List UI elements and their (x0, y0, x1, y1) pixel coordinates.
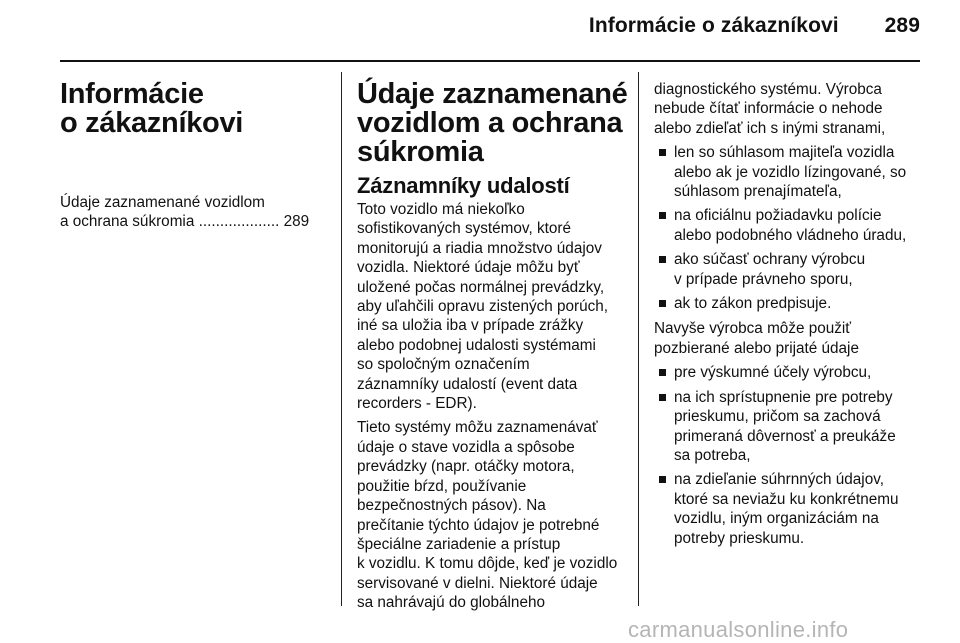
list-item (654, 143, 929, 201)
text-line: servisované v dielni. Niektoré údaje (357, 574, 598, 592)
text-line: aby uľahčili opravu zistených porúch, (357, 298, 609, 316)
text-line: alebo ak je vozidlo lízingované, so (674, 163, 907, 181)
column-1 (60, 80, 330, 232)
text-line: recorders - EDR). (357, 395, 477, 413)
text-line: ako súčasť ochrany výrobcu (674, 251, 866, 269)
page-header (589, 14, 920, 38)
bullet-list-usage (654, 363, 929, 548)
toc-entry[interactable] (60, 193, 330, 232)
toc-entry-line: Údaje zaznamenané vozidlom (60, 194, 265, 211)
text-line: použitie bŕzd, používanie (357, 477, 527, 495)
intro-paragraph (654, 80, 929, 138)
text-line: monitorujú a riadia množstvo údajov (357, 239, 602, 257)
text-line: ktoré sa neviažu ku konkrétnemu (674, 490, 899, 508)
column-divider-2 (638, 72, 639, 606)
text-line: alebo podobného vládneho úradu, (674, 226, 907, 244)
text-line: bezpečnostných pásov). Na (357, 497, 546, 515)
text-line: ak to zákon predpisuje. (674, 295, 832, 313)
text-line: špeciálne zariadenie a prístup (357, 535, 561, 553)
mid-paragraph (654, 319, 929, 358)
text-line: diagnostického systému. Výrobca (654, 81, 882, 98)
list-item (654, 294, 929, 313)
chapter-title (60, 80, 330, 138)
subsection-title: Záznamníky udalostí (357, 173, 570, 198)
text-line: alebo zdieľať ich s inými stranami, (654, 119, 886, 137)
text-line: Tieto systémy môžu zaznamenávať (357, 419, 598, 437)
text-line: uložené počas normálnej prevádzky, (357, 278, 605, 296)
square-bullet-icon (659, 149, 666, 156)
text-line: so spoločným označením (357, 356, 530, 374)
text-line: na ich sprístupnenie pre potreby (674, 388, 893, 406)
section-title (357, 80, 629, 167)
square-bullet-icon (659, 476, 666, 483)
list-item (654, 363, 929, 382)
text-line: pre výskumné účely výrobcu, (674, 364, 872, 382)
body-paragraph (357, 200, 629, 413)
text-line: prieskumu, pričom sa zachová (674, 408, 881, 426)
square-bullet-icon (659, 369, 666, 376)
section-title-line: Údaje zaznamenané (357, 78, 628, 110)
text-line: záznamníky udalostí (event data (357, 375, 578, 393)
text-line: údaje o stave vozidla a spôsobe (357, 438, 575, 456)
text-line: prevádzky (napr. otáčky motora, (357, 458, 575, 476)
text-line: súhlasom prenajímateľa, (674, 183, 842, 201)
text-line: vozidlu, iným organizáciám na (674, 510, 879, 528)
text-line: len so súhlasom majiteľa vozidla (674, 144, 895, 162)
text-line: na zdieľanie súhrnných údajov, (674, 471, 884, 489)
section-title-line: súkromia (357, 136, 484, 168)
text-line: nebude čítať informácie o nehode (654, 100, 883, 118)
square-bullet-icon (659, 256, 666, 263)
section-title-line: vozidlom a ochrana (357, 107, 623, 139)
text-line: prečítanie týchto údajov je potrebné (357, 516, 600, 534)
page-number: 289 (884, 14, 920, 37)
list-item (654, 470, 929, 548)
list-item (654, 388, 929, 466)
column-2 (357, 80, 629, 618)
text-line: primeraná dôvernosť a preukáže (674, 427, 896, 445)
square-bullet-icon (659, 212, 666, 219)
text-line: Toto vozidlo má niekoľko (357, 201, 525, 218)
text-line: pozbierané alebo prijaté údaje (654, 339, 859, 357)
square-bullet-icon (659, 300, 666, 307)
list-item (654, 250, 929, 289)
text-line: alebo podobnej udalosti systémami (357, 336, 596, 354)
body-paragraph (357, 418, 629, 612)
column-divider-1 (341, 72, 342, 606)
column-3 (654, 80, 929, 554)
text-line: sofistikovaných systémov, ktoré (357, 220, 571, 238)
text-line: Navyše výrobca môže použiť (654, 320, 852, 338)
text-line: potreby prieskumu. (674, 529, 805, 547)
text-line: sa potreba, (674, 446, 751, 464)
text-line: na oficiálnu požiadavku polície (674, 207, 882, 225)
square-bullet-icon (659, 394, 666, 401)
bullet-list-disclosure (654, 143, 929, 313)
watermark: carmanualsonline.info (628, 617, 849, 642)
list-item (654, 206, 929, 245)
chapter-title-line: Informácie (60, 78, 204, 110)
toc-entry-line: a ochrana súkromia ................... 289 (60, 213, 310, 231)
chapter-title-line: o zákazníkovi (60, 107, 244, 139)
text-line: sa nahrávajú do globálneho (357, 594, 545, 612)
header-rule (60, 60, 920, 62)
header-title: Informácie o zákazníkovi (588, 14, 839, 37)
text-line: vozidla. Niektoré údaje môžu byť (357, 259, 580, 277)
section-body (357, 200, 629, 613)
text-line: v prípade právneho sporu, (674, 270, 853, 288)
text-line: iné sa uložia iba v prípade zrážky (357, 317, 584, 335)
text-line: k vozidlu. K tomu dôjde, keď je vozidlo (357, 555, 618, 573)
